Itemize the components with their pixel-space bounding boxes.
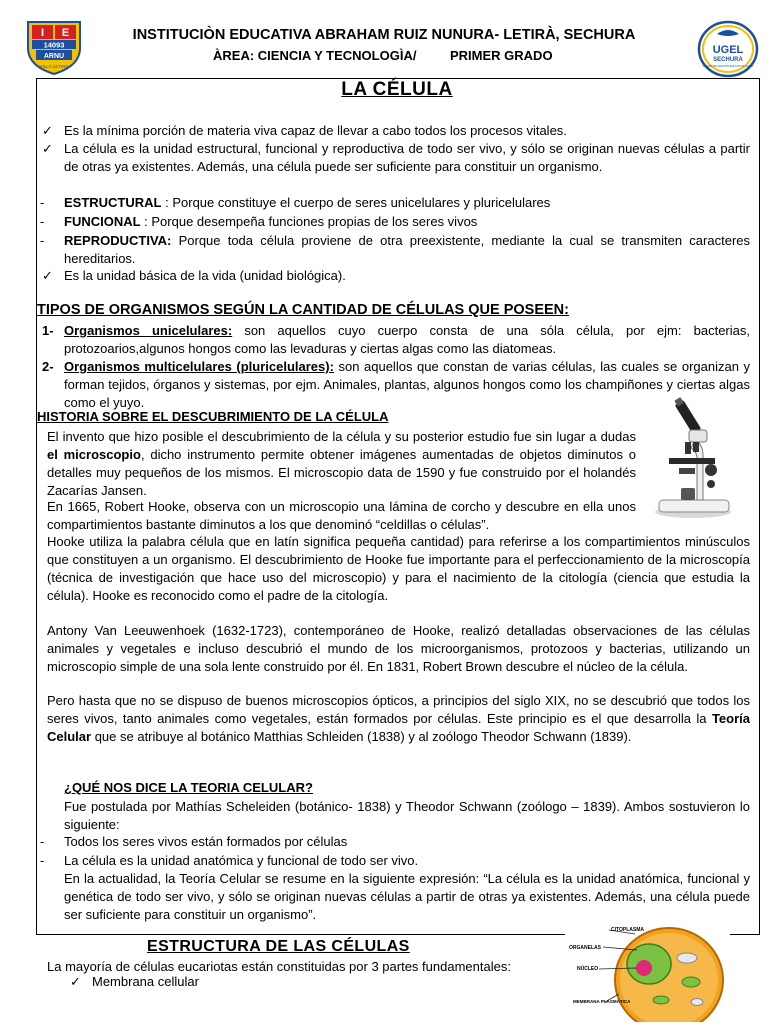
definition-functional: FUNCIONAL : Porque desempeña funciones propias de los seres vivos — [64, 214, 478, 229]
check-icon: ✓ — [42, 141, 53, 156]
svg-text:VILLA LETIRA: VILLA LETIRA — [39, 64, 69, 69]
section-heading-historia: HISTORIA SOBRE EL DESCUBRIMIENTO DE LA CÉLULA — [37, 409, 389, 424]
organism-type-unicellular: Organismos unicelulares: son aquellos cuyo cuerpo consta de una sóla célula, por ejm: bacterias, protozoarios,algunos hongos como las levaduras y ciertas algas como las diatomeas. — [64, 323, 750, 356]
historia-paragraph-1: El invento que hizo posible el descubrimiento de la célula y su posterior estudio fue sin lugar a dudas el microscopio, dicho instrumento permite obtener imágenes aumentadas de objetos diminutos o detalles muy pequeños de los mismos. El microscopio data de 1590 y fue construido por el holandés Zacarías Jansen. — [47, 429, 637, 498]
historia-paragraph-3: Hooke utiliza la palabra célula que en latín significa pequeña cantidad) para referirse a los compartimientos minúsculos que constituyen a un organismo. El descubrimiento de Hooke fue importante para el perfeccionamiento de la microscopía (técnica de investigación que hace uso del microscopio) y para el nacimiento de la citología (ciencia que estudia la célula). Hooke es reconocido como el padre de la citología. — [47, 534, 750, 603]
svg-text:CITOPLASMA: CITOPLASMA — [611, 927, 644, 933]
svg-text:UGEL: UGEL — [712, 44, 744, 56]
dash-marker: - — [40, 233, 45, 248]
organism-type-multicellular: Organismos multicelulares (pluricelulares): son aquellos que constan de varias células, las cuales se organizan y forman tejidos, órganos y sistemas, por ejm. Animales, plantas, algunos hongos como los champiñones y ciertas algas como el yuyo. — [64, 359, 750, 410]
microscope-image — [645, 396, 737, 520]
section-heading-teoria: ¿QUÉ NOS DICE LA TEORIA CELULAR? — [64, 780, 313, 795]
dash-marker: - — [40, 195, 45, 210]
historia-paragraph-5: Pero hasta que no se dispuso de buenos microscopios ópticos, a principios del siglo XIX, no se descubrió que todos los seres vivos, tanto animales como vegetales, están formados por células. Este principio es el que desarrolla la Teoría Celular que se atribuye al botánico Matthias Schleiden (1838) y al zoólogo Theodor Schwann (1839). — [47, 693, 750, 744]
dash-marker: - — [40, 834, 45, 849]
check-icon: ✓ — [70, 974, 81, 989]
page-title: LA CÉLULA — [341, 79, 453, 100]
intro-item: La célula es la unidad estructural, funcional y reproductiva de todo ser vivo, y sólo se originan nuevas células a partir de otras ya existentes. Además, una célula puede ser suficiente para constituir un organismo. — [64, 141, 750, 174]
list-number: 2- — [42, 359, 54, 374]
svg-text:SECHURA: SECHURA — [713, 57, 743, 63]
definition-structural: ESTRUCTURAL : Porque constituye el cuerpo de seres unicelulares y pluricelulares — [64, 195, 551, 210]
svg-text:E: E — [61, 27, 70, 39]
cell-diagram — [565, 920, 730, 1022]
teoria-paragraph-1: Fue postulada por Mathías Scheleiden (botánico- 1838) y Theodor Schwann (zoólogo – 1839). Ambos sostuvieron lo siguiente: — [64, 799, 750, 832]
section-heading-tipos: TIPOS DE ORGANISMOS SEGÚN LA CANTIDAD DE CÉLULAS QUE POSEEN: — [37, 302, 569, 318]
svg-text:14093: 14093 — [43, 40, 65, 50]
svg-text:NÚCLEO: NÚCLEO — [577, 966, 599, 972]
intro-item: Es la mínima porción de materia viva capaz de llevar a cabo todos los procesos vitales. — [64, 123, 567, 138]
estructura-intro: La mayoría de células eucariotas están constituidas por 3 partes fundamentales: — [47, 959, 511, 974]
dash-marker: - — [40, 214, 45, 229]
dash-marker: - — [40, 853, 45, 868]
historia-paragraph-4: Antony Van Leeuwenhoek (1632-1723), contemporáneo de Hooke, realizó detalladas observaciones de las células animales y vegetales e incluso descubrió el mundo de los microorganismos, protozoos y bacterias, utilizando un microscopio simple de una sola lente construido por él. En 1831, Robert Brown descubre el núcleo de la célula. — [47, 623, 750, 674]
teoria-point-1: Todos los seres vivos están formados por células — [64, 834, 348, 849]
grade-label: PRIMER GRADO — [450, 48, 553, 63]
check-icon: ✓ — [42, 268, 53, 283]
institution-name: INSTITUCIÒN EDUCATIVA ABRAHAM RUIZ NUNURA- LETIRÀ, SECHURA — [132, 27, 636, 43]
historia-paragraph-2: En 1665, Robert Hooke, observa con un microscopio una lámina de corcho y descubre en ella unos compartimientos bastante diminutos a los que denominó “celdillas o células”. — [47, 499, 636, 532]
ugel-logo — [697, 20, 759, 78]
svg-text:UNIDAD DE GESTIÓN EDUCATIVA LO: UNIDAD DE GESTIÓN EDUCATIVA LOCAL — [702, 65, 754, 68]
teoria-point-2: La célula es la unidad anatómica y funcional de todo ser vivo. — [64, 853, 419, 868]
area-label: ÀREA: CIENCIA Y TECNOLOGÌA/ — [213, 48, 417, 63]
definition-reproductive: REPRODUCTIVA: Porque toda célula proviene de otra preexistente, mediante la cual se transmiten caracteres hereditarios. — [64, 233, 750, 266]
svg-text:I: I — [40, 27, 45, 39]
svg-text:ORGANELAS: ORGANELAS — [569, 945, 601, 951]
list-number: 1- — [42, 323, 54, 338]
intro-item: Es la unidad básica de la vida (unidad biológica). — [64, 268, 346, 283]
check-icon: ✓ — [42, 123, 53, 138]
teoria-paragraph-2: En la actualidad, la Teoría Celular se resume en la siguiente expresión: “La célula es la unidad anatómica, funcional y genética de todo ser vivo, y sólo se originan nuevas células a partir de otras ya existentes. Además, una célula puede ser suficiente para constituir un organismo”. — [64, 871, 750, 922]
section-heading-estructura: ESTRUCTURA DE LAS CÉLULAS — [147, 938, 410, 955]
svg-text:ARNU: ARNU — [43, 53, 65, 60]
estructura-item: Membrana cellular — [92, 974, 199, 989]
svg-text:MEMBRANA PLASMÁTICA: MEMBRANA PLASMÁTICA — [573, 999, 631, 1004]
